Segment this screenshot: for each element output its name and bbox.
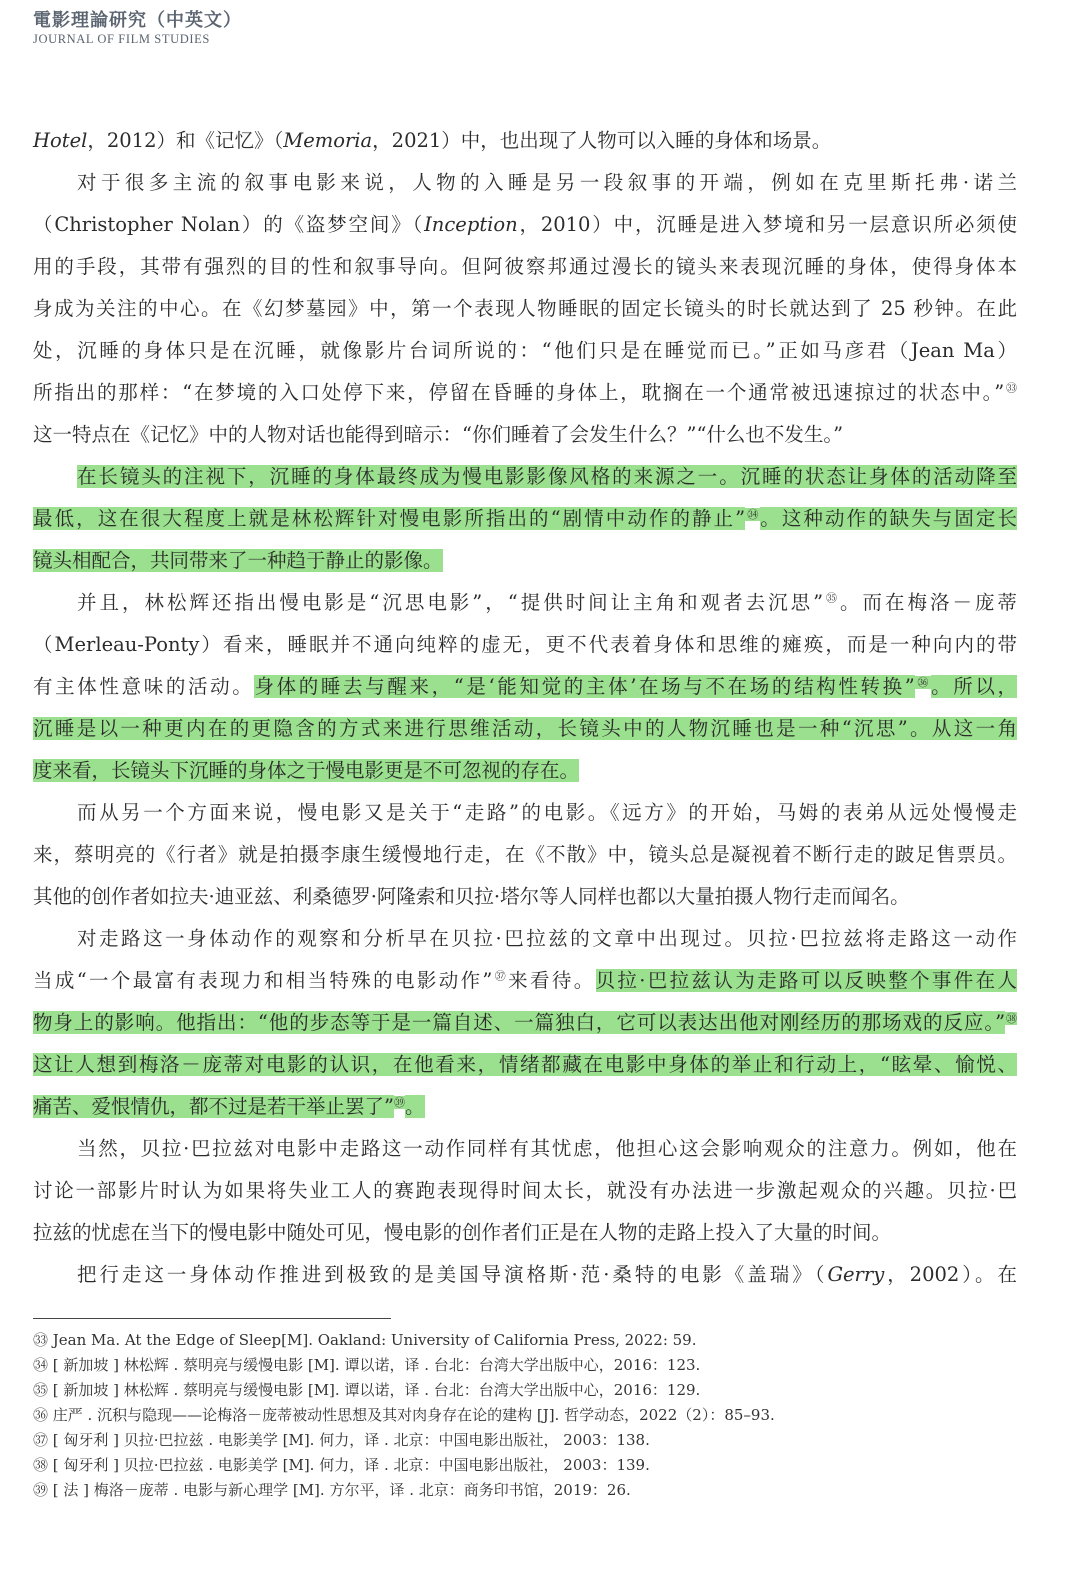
text-span: 来，蔡明亮的《行者》就是拍摄李康生缓慢地行走，在《不散》中，镜头总是凝视着不断行走的跛足售票员。 — [33, 843, 1017, 866]
highlighted-text: 最低，这在很大程度上就是林松辉针对慢电影所指出的“剧情中动作的静止” — [33, 507, 746, 530]
text-line — [33, 1170, 1017, 1212]
text-line — [33, 414, 1017, 456]
text-span: 当成“一个最富有表现力和相当特殊的电影动作” — [33, 969, 493, 992]
text-line — [33, 330, 1017, 372]
footnote-ref[interactable]: ㊳ — [1005, 1011, 1017, 1025]
footnote-ref[interactable]: ㉟ — [823, 591, 841, 605]
text-span: Hotel — [33, 129, 88, 152]
highlighted-text: 贝拉·巴拉兹认为走路可以反映整个事件在人 — [595, 969, 1017, 992]
text-line — [33, 666, 1017, 708]
footnote-item: ㊱ 庄严 . 沉积与隐现——论梅洛－庞蒂被动性思想及其对肉身存在论的建构 [J]. 哲学动态，2022（2）：85–93. — [33, 1406, 775, 1424]
text-line — [33, 120, 1017, 162]
text-line — [33, 1086, 1017, 1128]
footnote-item: ㉟ [ 新加坡 ] 林松辉 . 蔡明亮与缓慢电影 [M]. 谭以诺，译 . 台北：台湾大学出版中心，2016：129. — [33, 1381, 701, 1399]
text-line — [33, 498, 1017, 540]
text-line — [33, 1212, 1017, 1254]
text-line — [33, 288, 1017, 330]
text-span: 对走路这一身体动作的观察和分析早在贝拉·巴拉兹的文章中出现过。贝拉·巴拉兹将走路这一动作 — [77, 927, 1017, 950]
text-span: ，2021）中，也出现了人物可以入睡的身体和场景。 — [372, 129, 832, 152]
text-span: 拉兹的忧虑在当下的慢电影中随处可见，慢电影的创作者们正是在人物的走路上投入了大量的时间。 — [33, 1221, 892, 1244]
journal-header — [33, 10, 293, 46]
text-line — [33, 1002, 1017, 1044]
highlighted-text: 。所以， — [931, 675, 1017, 698]
text-line — [33, 708, 1017, 750]
text-span: Gerry — [827, 1263, 885, 1286]
text-span: 对于很多主流的叙事电影来说，人物的入睡是另一段叙事的开端，例如在克里斯托弗·诺兰 — [77, 171, 1017, 194]
footnote-ref[interactable]: ㉞ — [745, 507, 761, 521]
highlighted-text: 度来看，长镜头下沉睡的身体之于慢电影更是不可忽视的存在。 — [33, 759, 580, 782]
text-line — [33, 834, 1017, 876]
highlighted-text: 沉睡是以一种更内在的更隐含的方式来进行思维活动，长镜头中的人物沉睡也是一种“沉思”。从这一角 — [33, 717, 1017, 740]
journal-title-en: JOURNAL OF FILM STUDIES — [33, 32, 210, 46]
highlighted-text: 身体的睡去与醒来，“是‘能知觉的主体’在场与不在场的结构性转换” — [254, 675, 915, 698]
text-line — [33, 246, 1017, 288]
text-line — [33, 1254, 1017, 1296]
highlighted-text: 痛苦、爱恨情仇，都不过是若干举止罢了” — [33, 1095, 394, 1118]
text-span: 身成为关注的中心。在《幻梦墓园》中，第一个表现人物睡眠的固定长镜头的时长就达到了 25 秒钟。在此 — [33, 297, 1017, 320]
text-span: 这一特点在《记忆》中的人物对话也能得到暗示：“你们睡着了会发生什么？”“什么也不发生。” — [33, 423, 844, 446]
text-span: （Merleau-Ponty）看来，睡眠并不通向纯粹的虚无，更不代表着身体和思维的瘫痪，而是一种向内的带 — [33, 633, 1017, 656]
text-span: Inception — [424, 213, 518, 236]
highlighted-text: 。这种动作的缺失与固定长 — [760, 507, 1017, 530]
text-line — [33, 204, 1017, 246]
text-span: 有主体性意味的活动。 — [33, 675, 255, 698]
footnote-item: ㊲ [ 匈牙利 ] 贝拉·巴拉兹 . 电影美学 [M]. 何力，译 . 北京：中国电影出版社， 2003：138. — [33, 1431, 650, 1449]
text-span: 把行走这一身体动作推进到极致的是美国导演格斯·范·桑特的电影《盖瑞》（ — [77, 1263, 828, 1286]
text-span: ，2012）和《记忆》（ — [87, 129, 284, 152]
text-line — [33, 624, 1017, 666]
text-line — [33, 960, 1017, 1002]
text-span: 讨论一部影片时认为如果将失业工人的赛跑表现得时间太长，就没有办法进一步激起观众的兴趣。贝拉·巴 — [33, 1179, 1017, 1202]
text-span: （Christopher Nolan）的《盗梦空间》（ — [33, 213, 425, 236]
text-line — [33, 918, 1017, 960]
text-line — [33, 1044, 1017, 1086]
text-span: 用的手段，其带有强烈的目的性和叙事导向。但阿彼察邦通过漫长的镜头来表现沉睡的身体，使得身体本 — [33, 255, 1017, 278]
footnote-ref[interactable]: ㉝ — [1004, 381, 1017, 395]
text-span: 并且，林松辉还指出慢电影是“沉思电影”，“提供时间让主角和观者去沉思” — [77, 591, 824, 614]
highlighted-text: 镜头相配合，共同带来了一种趋于静止的影像。 — [33, 549, 443, 572]
footnote-item: ㊴ [ 法 ] 梅洛－庞蒂 . 电影与新心理学 [M]. 方尔平，译 . 北京：商务印书馆，2019：26. — [33, 1481, 631, 1499]
footnote-ref[interactable]: ㊱ — [914, 675, 932, 689]
text-span: 所指出的那样：“在梦境的入口处停下来，停留在昏睡的身体上，耽搁在一个通常被迅速掠过的状态中。” — [33, 381, 1005, 404]
text-line — [33, 1128, 1017, 1170]
text-span: 当然，贝拉·巴拉兹对电影中走路这一动作同样有其忧虑，他担心这会影响观众的注意力。例如，他在 — [77, 1137, 1017, 1160]
footnote-item: ㊳ [ 匈牙利 ] 贝拉·巴拉兹 . 电影美学 [M]. 何力，译 . 北京：中国电影出版社， 2003：139. — [33, 1456, 650, 1474]
text-span: 其他的创作者如拉夫·迪亚兹、利桑德罗·阿隆索和贝拉·塔尔等人同样也都以大量拍摄人物行走而闻名。 — [33, 885, 910, 908]
text-line — [33, 792, 1017, 834]
footnotes — [33, 1328, 1033, 1503]
highlighted-text: 。 — [404, 1095, 425, 1118]
text-span: ，2002）。在 — [884, 1263, 1017, 1286]
footnote-item: ㉝ Jean Ma. At the Edge of Sleep[M]. Oakland: University of California Press, 2022: 59. — [33, 1331, 697, 1349]
highlighted-text: 物身上的影响。他指出：“他的步态等于是一篇自述、一篇独白，它可以表达出他对刚经历的那场戏的反应。” — [33, 1011, 1006, 1034]
text-span: ，2010）中，沉睡是进入梦境和另一层意识所必须使 — [517, 213, 1017, 236]
text-span: 而从另一个方面来说，慢电影又是关于“走路”的电影。《远方》的开始，马姆的表弟从远处慢慢走 — [77, 801, 1017, 824]
text-line — [33, 750, 1017, 792]
text-line — [33, 372, 1017, 414]
text-line — [33, 582, 1017, 624]
footnote-ref[interactable]: ㊲ — [492, 969, 509, 983]
text-line — [33, 456, 1017, 498]
text-line — [33, 162, 1017, 204]
text-span: Memoria — [283, 129, 373, 152]
text-span: 。而在梅洛－庞蒂 — [840, 591, 1017, 614]
text-line — [33, 540, 1017, 582]
text-line — [33, 876, 1017, 918]
text-span: 来看待。 — [508, 969, 596, 992]
highlighted-text: 在长镜头的注视下，沉睡的身体最终成为慢电影影像风格的来源之一。沉睡的状态让身体的活动降至 — [77, 465, 1017, 488]
footnote-ref[interactable]: ㊴ — [393, 1095, 405, 1109]
footnote-divider — [33, 1318, 391, 1319]
text-span: 处，沉睡的身体只是在沉睡，就像影片台词所说的：“他们只是在睡觉而已。”正如马彦君（Jean Ma） — [33, 339, 1017, 362]
article-body — [33, 120, 1017, 1296]
journal-title-cn: 電影理論研究（中英文） — [33, 10, 242, 31]
highlighted-text: 这让人想到梅洛－庞蒂对电影的认识，在他看来，情绪都藏在电影中身体的举止和行动上，“眩晕、愉悦、 — [33, 1053, 1017, 1076]
footnote-item: ㉞ [ 新加坡 ] 林松辉 . 蔡明亮与缓慢电影 [M]. 谭以诺，译 . 台北：台湾大学出版中心，2016：123. — [33, 1356, 701, 1374]
